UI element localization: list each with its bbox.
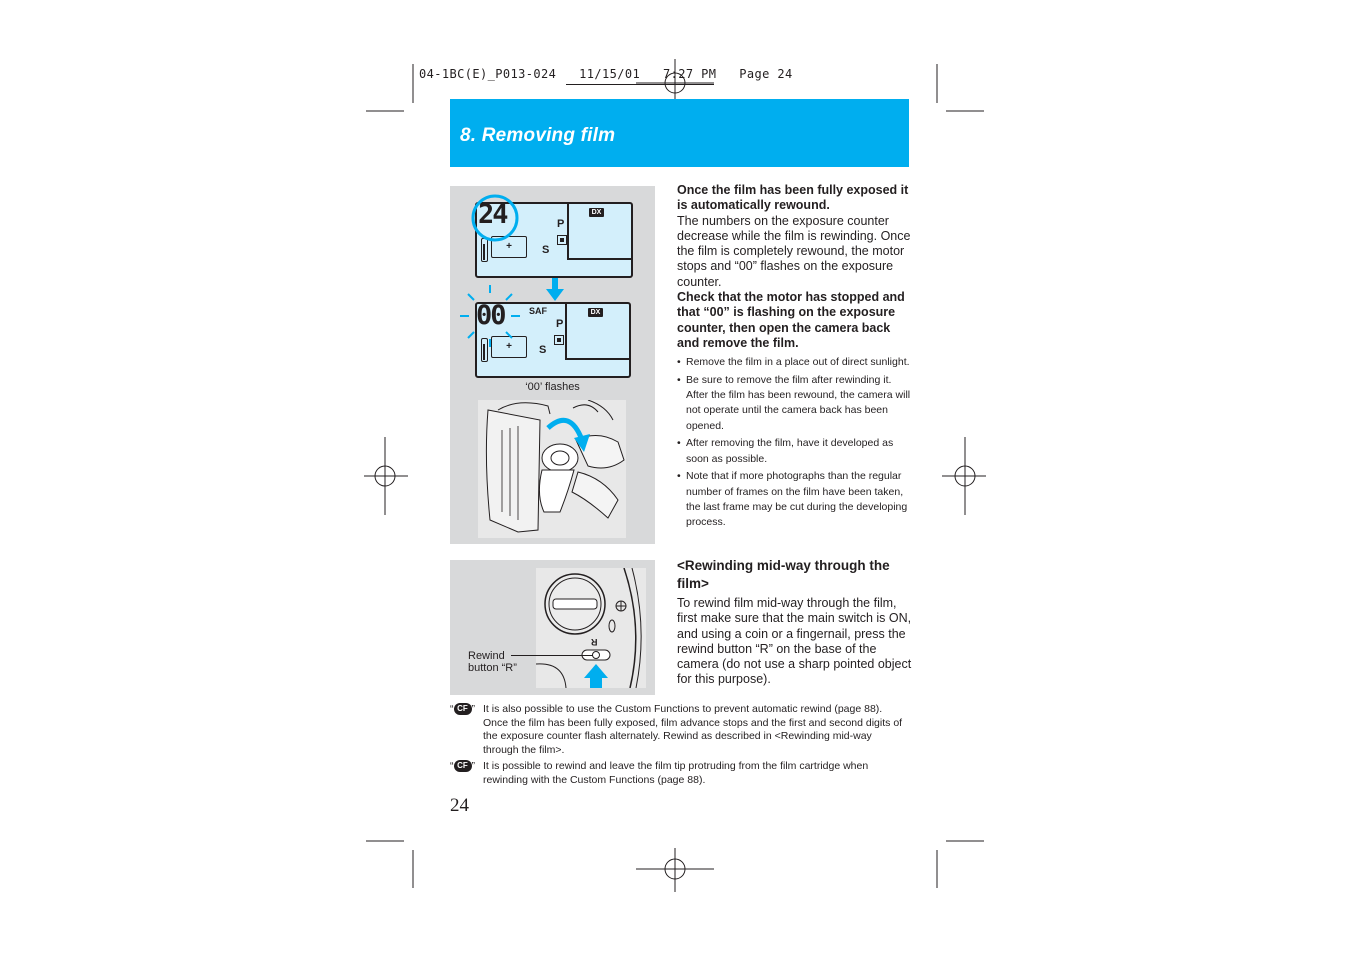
auto-rewind-heading: Once the film has been fully exposed it is automatically rewound. (677, 183, 909, 213)
lcd-mode: P (556, 318, 564, 330)
camera-base-illustration (536, 568, 646, 688)
header-page-label: Page 24 (739, 67, 793, 81)
lcd-divider (565, 304, 567, 358)
arrow-down-icon (545, 278, 565, 302)
rewind-label-line1: Rewind (468, 650, 505, 662)
cf-note-text: It is possible to rewind and leave the film tip protruding from the film cartridge when rewinding with the Custom Functions (page 88). (483, 760, 869, 786)
list-item: • After removing the film, have it developed as soon as possible. (677, 436, 913, 467)
midway-section (677, 557, 913, 688)
lcd-plus-box: + (491, 336, 527, 358)
midway-body: To rewind film mid-way through the film, first make sure that the main switch is ON, and using a coin or a fingernail, press the rewind button “R” on the base of the camera (do not use a sharp pointed object for this purpose). (677, 596, 912, 687)
section-title: 8. Removing film (460, 125, 616, 146)
list-item: • Remove the film in a place out of direct sunlight. (677, 355, 913, 370)
midway-heading: <Rewinding mid-way through the film> (677, 558, 890, 591)
af-area-icon (557, 232, 567, 242)
lcd-counter-bottom: 00 (476, 300, 505, 331)
lcd-mode: P (557, 218, 565, 230)
auto-rewind-body: The numbers on the exposure counter decrease while the film is rewinding. Once the film is completely rewound, the motor stops and “00” flashes on the exposure counter. (677, 213, 911, 289)
lcd-divider-h (567, 258, 633, 260)
lcd-plus-box: + (491, 236, 527, 258)
dx-badge: DX (588, 308, 603, 317)
lcd-divider-h (565, 358, 631, 360)
cf-note-text: It is also possible to use the Custom Functions to prevent automatic rewind (page 88). Once the film has been fully exposed, film advance stops and the first and second digits of the exposure counter flash alternately. Rewind as described in <Rewinding mid-way through the film>. (483, 703, 903, 756)
registration-mark-right (942, 437, 986, 515)
cf-note-2 (450, 760, 910, 787)
rewind-button-label (468, 650, 517, 674)
auto-rewind-bullets (677, 355, 913, 530)
rewind-label-line2: button “R” (468, 662, 517, 674)
auto-rewind-instruction: Check that the motor has stopped and that “00” is flashing on the exposure counter, then open the camera back and remove the film. (677, 290, 905, 350)
page-number: 24 (450, 795, 469, 816)
rewind-leader-line (511, 655, 593, 656)
lcd-divider (567, 204, 569, 258)
registration-mark-top (636, 59, 717, 103)
quote-close: ” (471, 703, 475, 715)
header-time: 7:27 PM (663, 67, 717, 81)
cf-note-1 (450, 703, 910, 757)
list-item: • Note that if more photographs than the regular number of frames on the film have been taken, the last frame may be cut during the developing process. (677, 469, 913, 531)
af-area-icon (554, 332, 564, 342)
registration-mark-left (364, 437, 408, 515)
section-title-bar (450, 99, 909, 167)
custom-function-icon: CF (454, 760, 472, 772)
quote-close: ” (471, 760, 475, 772)
figure-caption: ‘00’ flashes (525, 381, 580, 393)
lcd-symbol: S (542, 244, 550, 256)
custom-function-icon: CF (454, 703, 472, 715)
auto-rewind-section (677, 183, 913, 533)
camera-illustration (478, 400, 626, 538)
lcd-counter-top: 24 (478, 199, 507, 230)
registration-mark-bottom (636, 848, 714, 892)
list-item: • Be sure to remove the film after rewinding it. After the film has been rewound, the camera will not operate until the camera back has been opened. (677, 373, 913, 435)
quote-open: “ (450, 760, 454, 772)
lcd-symbol: S (539, 344, 547, 356)
header-date: 11/15/01 (579, 67, 641, 81)
rewind-r-label: R (591, 637, 598, 647)
dx-badge: DX (589, 208, 604, 217)
quote-open: “ (450, 703, 454, 715)
lcd-saf: SAF (529, 306, 547, 316)
header-file-name: 04-1BC(E)_P013-024 (419, 67, 557, 81)
